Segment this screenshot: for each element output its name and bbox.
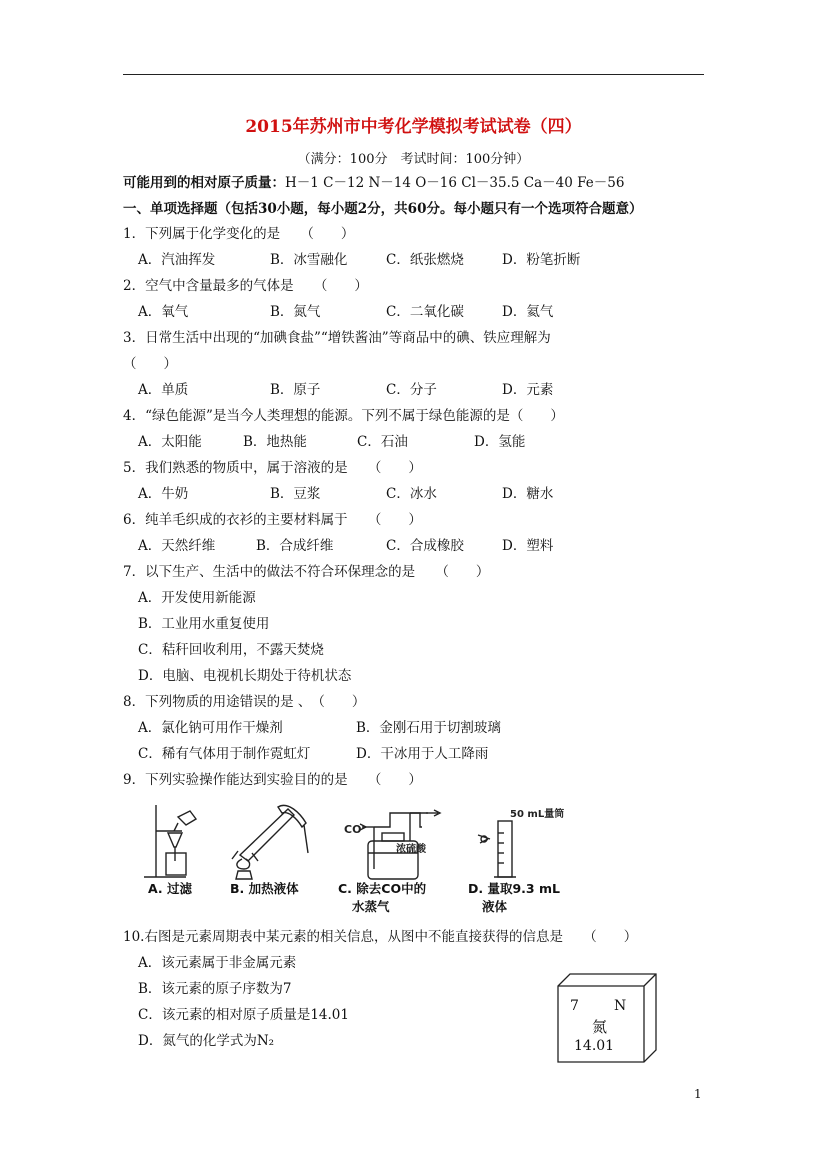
option-b: B．原子 <box>270 382 321 398</box>
question-stem: 4．“绿色能源”是当今人类理想的能源。下列不属于绿色能源的是（ ） <box>123 408 564 424</box>
option-b: B．工业用水重复使用 <box>138 616 270 632</box>
caption-c: C. 除去CO中的 <box>338 881 427 896</box>
element-symbol: N <box>614 998 627 1014</box>
question-stem: 2．空气中含量最多的气体是 （ ） <box>123 278 368 294</box>
option-d: D．氦气 <box>502 304 554 320</box>
caption-a: A. 过滤 <box>148 881 193 896</box>
question-stem: 6．纯羊毛织成的衣衫的主要材料属于 （ ） <box>123 512 422 528</box>
option-b: B．该元素的原子序数为7 <box>138 981 292 997</box>
atomic-mass-values: H－1 C－12 N－14 O－16 Cl－35.5 Ca－40 Fe－56 <box>285 175 625 191</box>
question-stem: 8．下列物质的用途错误的是 、 （ ） <box>123 694 366 710</box>
option-a: A．天然纤维 <box>138 538 216 554</box>
option-c: C．合成橡胶 <box>386 538 464 554</box>
option-c: C．冰水 <box>386 486 437 502</box>
option-d: D．氮气的化学式为N₂ <box>138 1033 275 1049</box>
header-rule <box>123 74 704 75</box>
question-stem: 5．我们熟悉的物质中，属于溶液的是 （ ） <box>123 460 422 476</box>
option-a: A．汽油挥发 <box>138 252 216 268</box>
cylinder-label: 50 mL量筒 <box>510 809 565 820</box>
question-stem: 7．以下生产、生活中的做法不符合环保理念的是 （ ） <box>123 564 490 580</box>
heating-apparatus <box>232 805 308 879</box>
question-stem-continued: （ ） <box>123 356 177 372</box>
option-a: A．牛奶 <box>138 486 189 502</box>
atomic-mass-line <box>123 174 624 192</box>
option-d: D．干冰用于人工降雨 <box>356 746 489 762</box>
option-c: C．纸张燃烧 <box>386 252 464 268</box>
question-stem: 10.右图是元素周期表中某元素的相关信息，从图中不能直接获得的信息是 （ ） <box>123 929 638 945</box>
page-title: 2015年苏州市中考化学模拟考试试卷（四） <box>245 117 582 137</box>
option-a: A．单质 <box>138 382 189 398</box>
option-c: C．稀有气体用于制作霓虹灯 <box>138 746 311 762</box>
option-a: A．氧气 <box>138 304 189 320</box>
acid-label: 浓硫酸 <box>396 844 426 855</box>
question-stem: 9．下列实验操作能达到实验目的的是 （ ） <box>123 772 422 788</box>
option-a: A．氯化钠可用作干燥剂 <box>138 720 283 736</box>
option-b: B．地热能 <box>243 434 307 450</box>
option-d: D．氢能 <box>474 434 526 450</box>
filtration-apparatus <box>144 805 196 877</box>
option-d: D．粉笔折断 <box>502 252 581 268</box>
option-b: B．豆浆 <box>270 486 321 502</box>
option-c: C．二氧化碳 <box>386 304 464 320</box>
option-d: D．电脑、电视机长期处于待机状态 <box>138 668 352 684</box>
atomic-mass-label: 可能用到的相对原子质量： <box>123 175 285 191</box>
option-d: D．元素 <box>502 382 554 398</box>
apparatus-drawings <box>138 803 598 883</box>
option-a: A．该元素属于非金属元素 <box>138 955 297 971</box>
caption-c-2: 水蒸气 <box>352 899 390 914</box>
page-number: 1 <box>694 1087 702 1101</box>
option-a: A．太阳能 <box>138 434 202 450</box>
element-card <box>556 972 658 1068</box>
option-b: B．冰雪融化 <box>270 252 348 268</box>
caption-b: B. 加热液体 <box>230 881 299 896</box>
option-d: D．糖水 <box>502 486 554 502</box>
exam-info: （满分：100分 考试时间：100分钟） <box>297 152 530 167</box>
option-c: C．石油 <box>357 434 408 450</box>
option-c: C．该元素的相对原子质量是14.01 <box>138 1007 349 1023</box>
element-name: 氮 <box>592 1018 608 1036</box>
option-b: B．合成纤维 <box>256 538 334 554</box>
option-d: D．塑料 <box>502 538 554 554</box>
option-b: B．氮气 <box>270 304 321 320</box>
option-a: A．开发使用新能源 <box>138 590 256 606</box>
section-heading: 一、单项选择题（包括30小题，每小题2分，共60分。每小题只有一个选项符合题意） <box>123 201 643 217</box>
atomic-mass: 14.01 <box>574 1038 615 1054</box>
question-stem: 3．日常生活中出现的“加碘食盐”“增铁酱油”等商品中的碘、铁应理解为 <box>123 330 551 346</box>
q9-apparatus-figure <box>138 803 598 914</box>
question-stem: 1．下列属于化学变化的是 （ ） <box>123 226 355 242</box>
graduated-cylinder <box>478 821 516 877</box>
atomic-number: 7 <box>570 998 579 1014</box>
option-c: C．分子 <box>386 382 437 398</box>
option-b: B．金刚石用于切割玻璃 <box>356 720 501 736</box>
option-c: C．秸秆回收利用，不露天焚烧 <box>138 642 324 658</box>
caption-d: D. 量取9.3 mL <box>468 881 560 896</box>
co-label: CO <box>344 823 362 836</box>
caption-d-2: 液体 <box>482 899 508 914</box>
